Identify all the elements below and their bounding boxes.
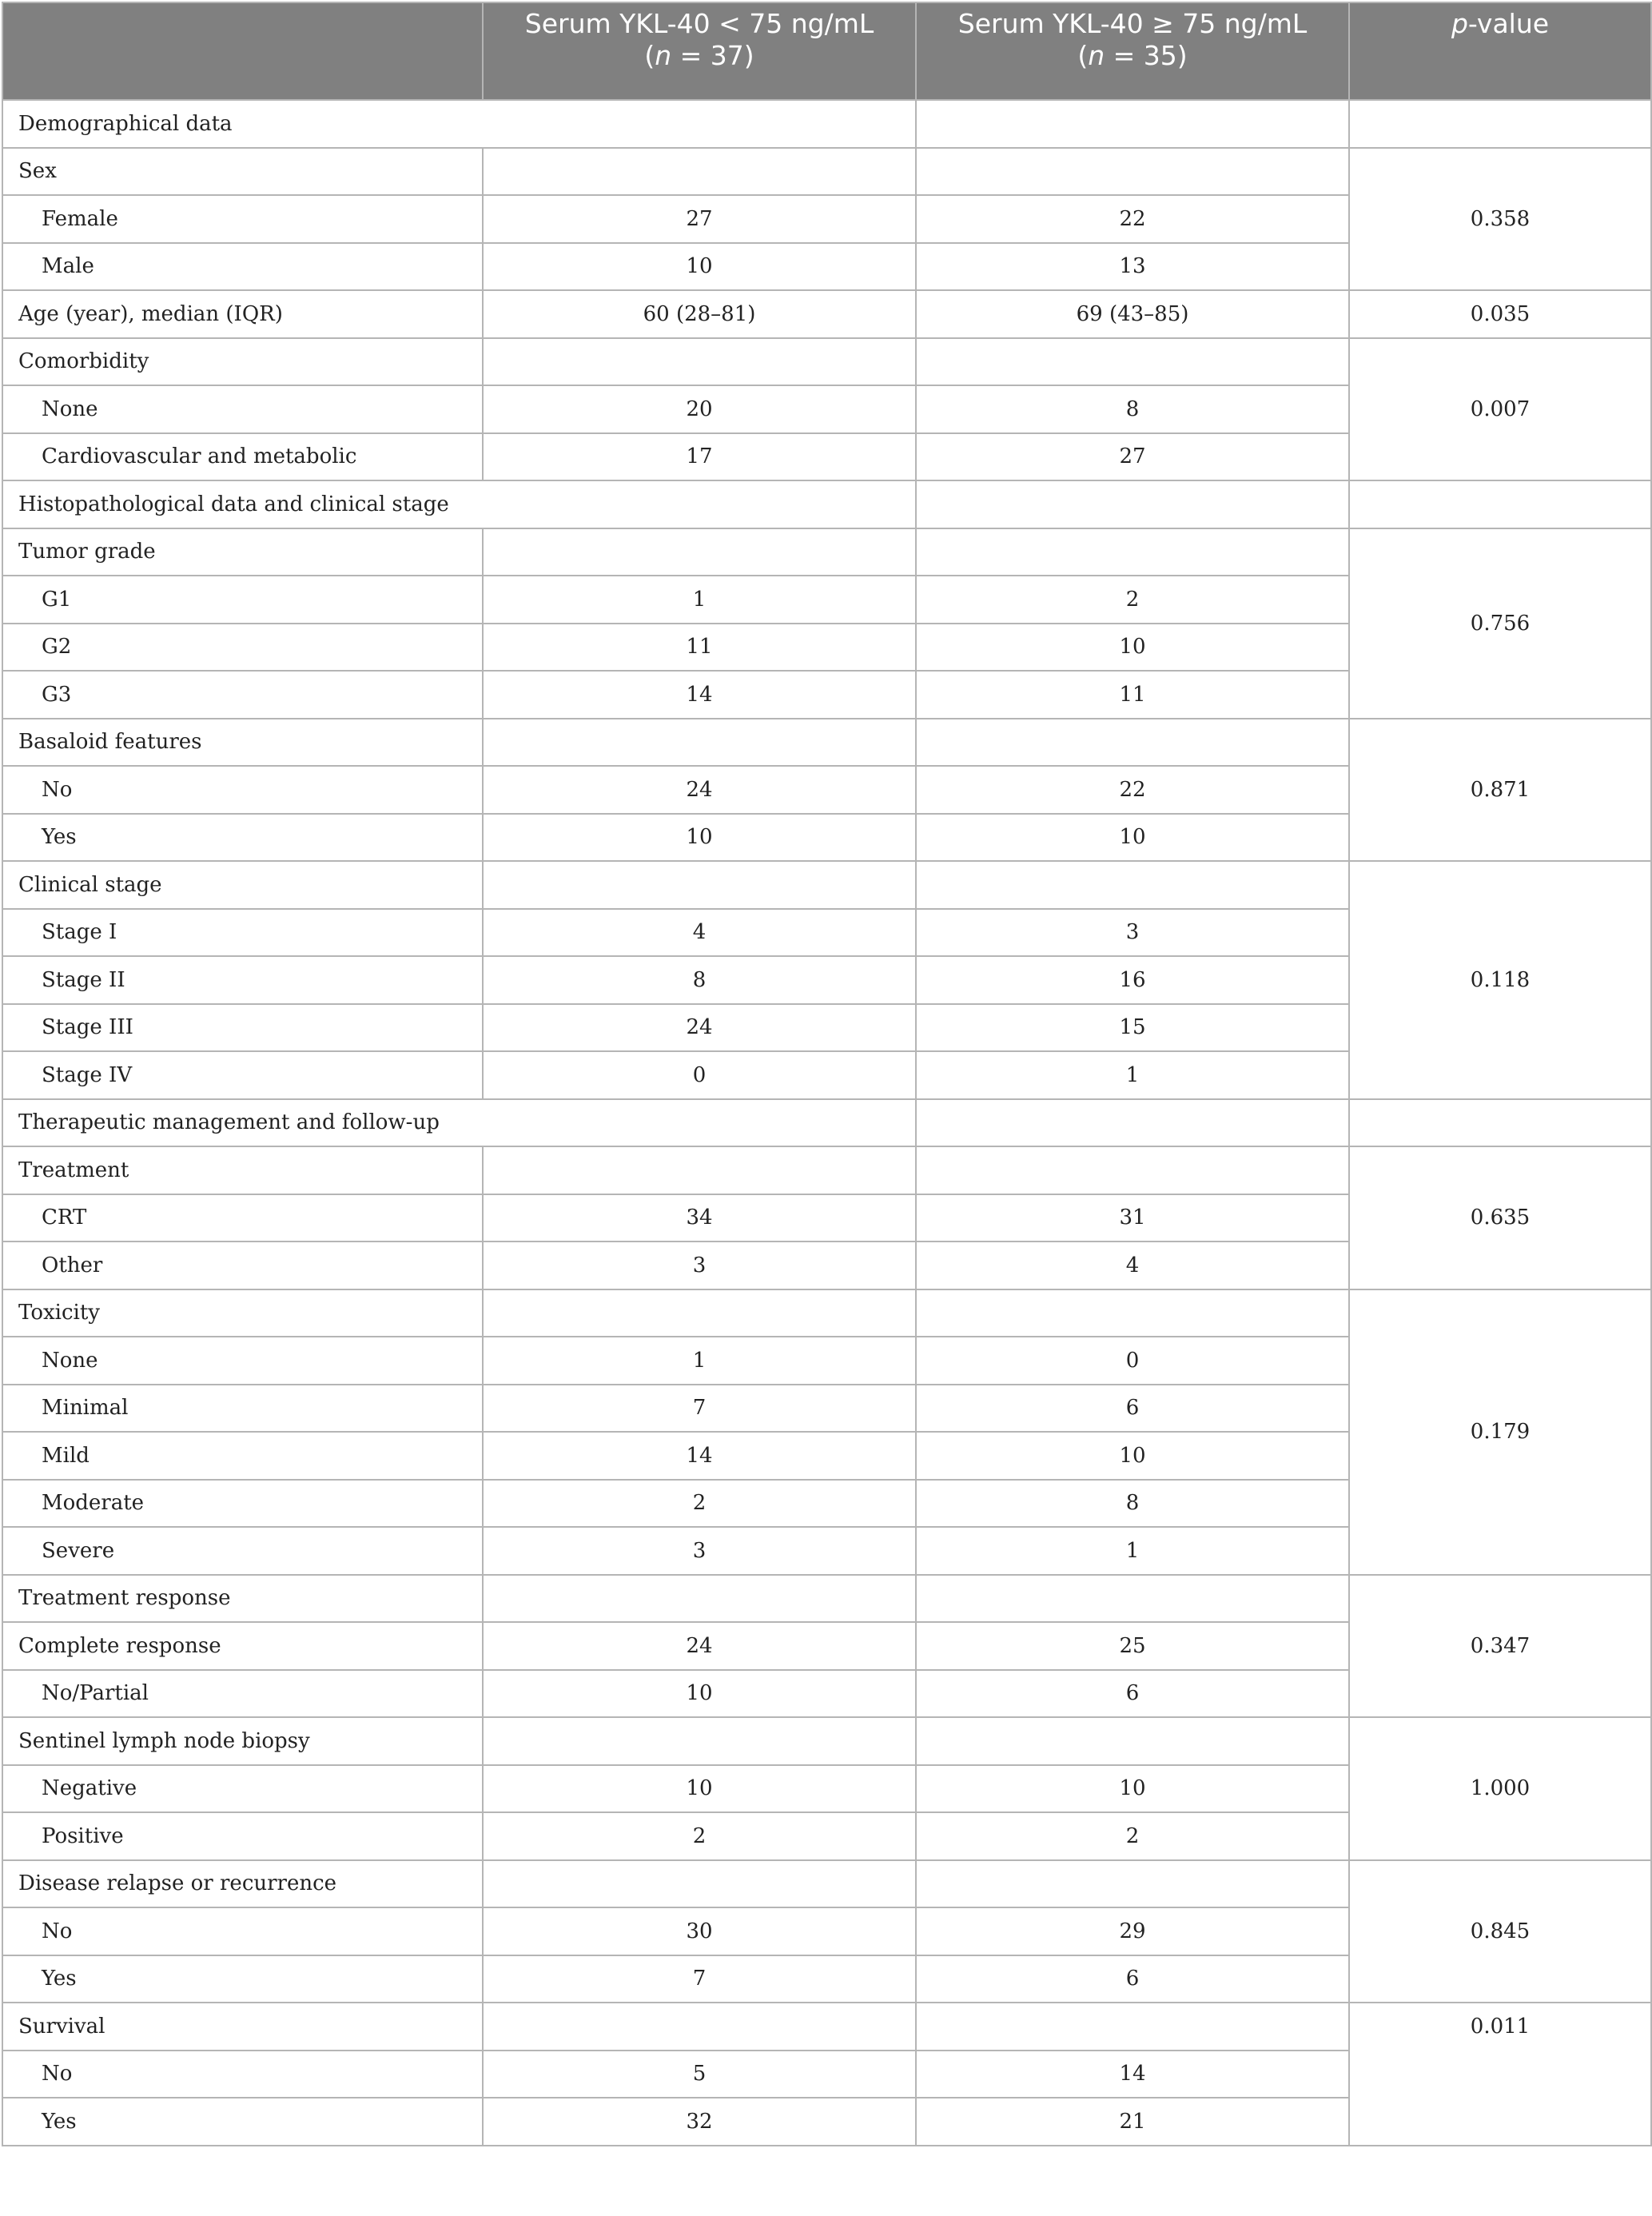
row-label: Yes: [2, 814, 483, 862]
value-high: 6: [916, 1385, 1349, 1433]
row-label: Stage IV: [2, 1051, 483, 1099]
value-high: 0: [916, 1337, 1349, 1385]
value-high: 6: [916, 1955, 1349, 2003]
row-label: No: [2, 2051, 483, 2098]
value-high: 22: [916, 195, 1349, 243]
value-low: 1: [483, 1337, 916, 1385]
value-high: 25: [916, 1622, 1349, 1670]
row-label: Stage I: [2, 909, 483, 957]
p-value-cell: 0.358: [1349, 148, 1651, 291]
row-label: Female: [2, 195, 483, 243]
value-high: 69 (43–85): [916, 290, 1349, 338]
value-low: 17: [483, 433, 916, 481]
value-low: 24: [483, 1622, 916, 1670]
value-low: 32: [483, 2098, 916, 2146]
section-heading: Demographical data: [2, 100, 916, 148]
value-high: 10: [916, 1432, 1349, 1480]
row-label: G2: [2, 624, 483, 672]
p-value-cell: 0.871: [1349, 719, 1651, 862]
ykl40-characteristics-table: [2, 2, 1652, 2146]
table-row: [2, 719, 1651, 767]
p-value-cell: 0.347: [1349, 1575, 1651, 1718]
row-label: None: [2, 385, 483, 433]
section-heading: Histopathological data and clinical stage: [2, 480, 916, 528]
value-low: 60 (28–81): [483, 290, 916, 338]
value-low: 11: [483, 624, 916, 672]
value-high: 29: [916, 1907, 1349, 1955]
row-label: Severe: [2, 1527, 483, 1575]
group-label: Comorbidity: [2, 338, 483, 386]
p-value-cell: 0.845: [1349, 1860, 1651, 2003]
row-label: No: [2, 1907, 483, 1955]
value-high: 13: [916, 243, 1349, 291]
value-low: 2: [483, 1812, 916, 1860]
value-high: 3: [916, 909, 1349, 957]
row-label: Age (year), median (IQR): [2, 290, 483, 338]
header-high-ykl40: [916, 2, 1349, 100]
group-label: Disease relapse or recurrence: [2, 1860, 483, 1908]
value-low: 0: [483, 1051, 916, 1099]
row-label: No: [2, 766, 483, 814]
value-low: 14: [483, 1432, 916, 1480]
value-high: 31: [916, 1194, 1349, 1242]
value-high: 6: [916, 1670, 1349, 1718]
header-low-ykl40: [483, 2, 916, 100]
table-row: [2, 1717, 1651, 1765]
value-high: 22: [916, 766, 1349, 814]
row-label: G1: [2, 576, 483, 624]
value-low: 30: [483, 1907, 916, 1955]
value-low: 8: [483, 956, 916, 1004]
p-value-cell: 0.179: [1349, 1289, 1651, 1575]
group-label: Treatment response: [2, 1575, 483, 1623]
group-label: Treatment: [2, 1146, 483, 1194]
header-low-label: Serum YKL-40 < 75 ng/mL: [524, 8, 874, 39]
header-high-n: (n = 35): [1077, 40, 1188, 71]
row-label: G3: [2, 671, 483, 719]
value-low: 4: [483, 909, 916, 957]
value-low: 24: [483, 766, 916, 814]
row-label: Positive: [2, 1812, 483, 1860]
value-high: 4: [916, 1242, 1349, 1289]
value-high: 10: [916, 624, 1349, 672]
row-label: Stage II: [2, 956, 483, 1004]
group-label: Tumor grade: [2, 528, 483, 576]
row-label: Yes: [2, 1955, 483, 2003]
value-high: 10: [916, 814, 1349, 862]
table-row: [2, 528, 1651, 576]
table-row: [2, 2003, 1651, 2051]
row-label: Yes: [2, 2098, 483, 2146]
value-high: 8: [916, 385, 1349, 433]
group-label: Survival: [2, 2003, 483, 2051]
value-low: 7: [483, 1955, 916, 2003]
value-high: 1: [916, 1527, 1349, 1575]
row-label: None: [2, 1337, 483, 1385]
row-label: Male: [2, 243, 483, 291]
table-row: [2, 148, 1651, 196]
table-row: [2, 1146, 1651, 1194]
value-low: 3: [483, 1242, 916, 1289]
header-p-value: p-value: [1349, 2, 1651, 100]
header-row: [2, 2, 1651, 100]
value-high: 11: [916, 671, 1349, 719]
table-row: [2, 290, 1651, 338]
value-high: 27: [916, 433, 1349, 481]
value-low: 34: [483, 1194, 916, 1242]
value-low: 3: [483, 1527, 916, 1575]
value-low: 20: [483, 385, 916, 433]
row-label: Negative: [2, 1765, 483, 1813]
table-row: [2, 480, 1651, 528]
group-label: Toxicity: [2, 1289, 483, 1337]
p-value-cell: 0.011: [1349, 2003, 1651, 2146]
table-container: [2, 2, 1652, 2146]
table-row: [2, 338, 1651, 386]
p-value-cell: 0.756: [1349, 528, 1651, 719]
row-label: No/Partial: [2, 1670, 483, 1718]
value-low: 7: [483, 1385, 916, 1433]
row-label: Other: [2, 1242, 483, 1289]
row-label: Moderate: [2, 1480, 483, 1528]
value-high: 10: [916, 1765, 1349, 1813]
table-row: [2, 1289, 1651, 1337]
p-value-cell: 0.635: [1349, 1146, 1651, 1289]
group-label: Basaloid features: [2, 719, 483, 767]
table-row: [2, 100, 1651, 148]
value-high: 2: [916, 576, 1349, 624]
section-heading: Therapeutic management and follow-up: [2, 1099, 916, 1147]
row-label: Cardiovascular and metabolic: [2, 433, 483, 481]
row-label: Stage III: [2, 1004, 483, 1052]
value-high: 14: [916, 2051, 1349, 2098]
header-low-n: (n = 37): [644, 40, 754, 71]
value-low: 10: [483, 1670, 916, 1718]
p-value-cell: 1.000: [1349, 1717, 1651, 1860]
group-label: Clinical stage: [2, 861, 483, 909]
value-high: 21: [916, 2098, 1349, 2146]
value-low: 2: [483, 1480, 916, 1528]
table-row: [2, 1860, 1651, 1908]
value-high: 1: [916, 1051, 1349, 1099]
value-low: 1: [483, 576, 916, 624]
value-low: 10: [483, 814, 916, 862]
value-low: 14: [483, 671, 916, 719]
row-label: Mild: [2, 1432, 483, 1480]
group-label: Sentinel lymph node biopsy: [2, 1717, 483, 1765]
header-variable: [2, 2, 483, 100]
value-low: 10: [483, 243, 916, 291]
value-low: 27: [483, 195, 916, 243]
p-value-cell: 0.118: [1349, 861, 1651, 1099]
value-low: 10: [483, 1765, 916, 1813]
table-row: [2, 1099, 1651, 1147]
p-value-cell: 0.035: [1349, 290, 1651, 338]
p-value-cell: 0.007: [1349, 338, 1651, 481]
row-label: Complete response: [2, 1622, 483, 1670]
value-low: 24: [483, 1004, 916, 1052]
value-high: 8: [916, 1480, 1349, 1528]
row-label: Minimal: [2, 1385, 483, 1433]
value-high: 16: [916, 956, 1349, 1004]
table-row: [2, 1575, 1651, 1623]
group-label: Sex: [2, 148, 483, 196]
value-high: 15: [916, 1004, 1349, 1052]
value-high: 2: [916, 1812, 1349, 1860]
table-row: [2, 861, 1651, 909]
value-low: 5: [483, 2051, 916, 2098]
header-high-label: Serum YKL-40 ≥ 75 ng/mL: [957, 8, 1308, 39]
row-label: CRT: [2, 1194, 483, 1242]
